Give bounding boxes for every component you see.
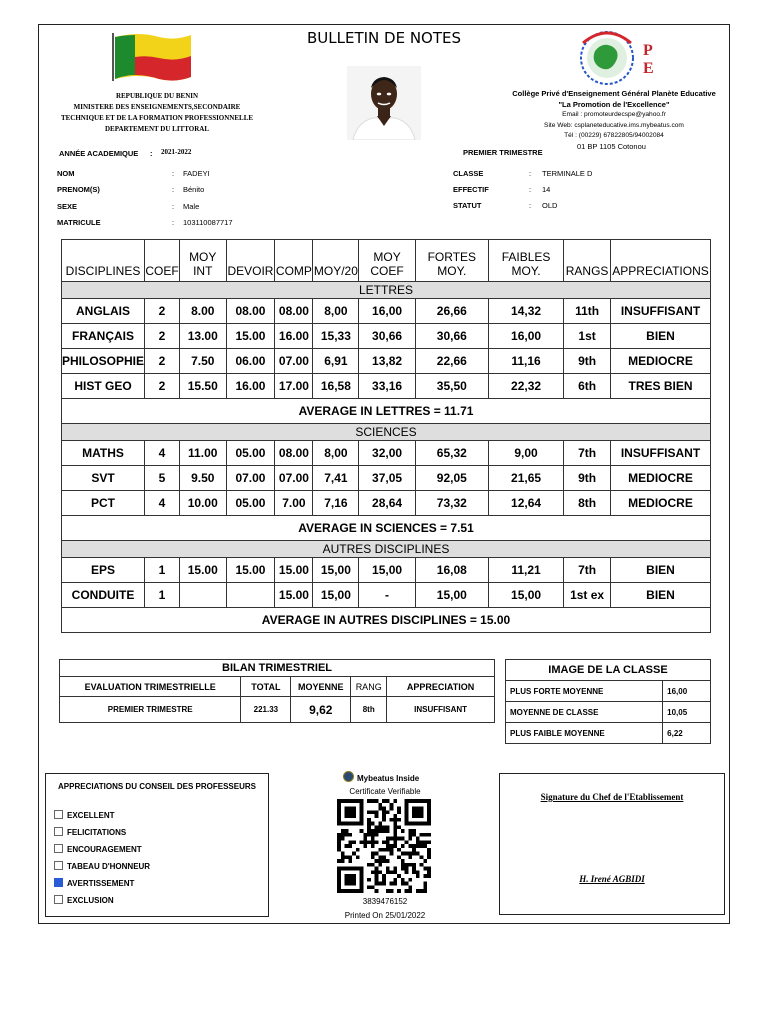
council-option[interactable]	[54, 827, 126, 837]
subject-name: EPS	[62, 558, 145, 583]
grade-cell: 73,32	[415, 491, 488, 516]
table-row	[62, 491, 711, 516]
table-row	[62, 583, 711, 608]
grades-header-cell: FORTES MOY.	[415, 240, 488, 282]
department-line: DEPARTEMENT DU LITTORAL	[105, 125, 209, 133]
classe-value: TERMINALE D	[542, 169, 593, 178]
grade-cell	[226, 583, 275, 608]
prenom-label: PRENOM(S)	[57, 185, 100, 194]
average-row	[62, 608, 711, 633]
classe-colon: :	[529, 169, 532, 178]
council-title: APPRECIATIONS DU CONSEIL DES PROFESSEURS	[58, 782, 256, 791]
grade-cell: 37,05	[359, 466, 415, 491]
grades-table	[61, 239, 711, 633]
grade-cell: 06.00	[226, 349, 275, 374]
school-motto: "La Promotion de l'Excellence"	[558, 99, 670, 109]
section-row	[62, 424, 711, 441]
stat-value-max: 16,00	[663, 681, 711, 702]
prenom-colon: :	[172, 185, 175, 194]
grades-header-cell: DISCIPLINES	[62, 240, 145, 282]
certificate-code: 3839476152	[362, 897, 408, 906]
grade-cell: 16,08	[415, 558, 488, 583]
grade-cell: 92,05	[415, 466, 488, 491]
table-row	[62, 466, 711, 491]
grade-cell: 1	[145, 583, 180, 608]
grades-header-cell: MOY/20	[313, 240, 359, 282]
council-option-label: AVERTISSEMENT	[67, 879, 135, 888]
subject-name: PCT	[62, 491, 145, 516]
grade-cell: 16.00	[275, 324, 313, 349]
table-row	[62, 299, 711, 324]
grade-cell: 14,32	[488, 299, 563, 324]
grade-cell: 15,00	[415, 583, 488, 608]
grade-cell: 15,33	[313, 324, 359, 349]
bilan-total: 221.33	[241, 697, 291, 723]
grade-cell: 26,66	[415, 299, 488, 324]
bilan-rang: 8th	[351, 697, 387, 723]
grade-cell: 08.00	[275, 441, 313, 466]
sexe-label: SEXE	[57, 202, 78, 211]
section-row	[62, 282, 711, 299]
statut-label: STATUT	[453, 201, 482, 210]
grade-cell: 6,91	[313, 349, 359, 374]
nom-label: NOM	[57, 169, 75, 178]
grade-cell: 1	[145, 558, 180, 583]
qr-code[interactable]	[337, 799, 431, 893]
council-option-label: FELICITATIONS	[67, 828, 127, 837]
grade-cell: 7,41	[313, 466, 359, 491]
grade-cell: 21,65	[488, 466, 563, 491]
section-title: LETTRES	[62, 282, 711, 299]
bilan-header-total: TOTAL	[241, 677, 291, 697]
grade-cell: 5	[145, 466, 180, 491]
benin-flag	[109, 31, 193, 83]
subject-name: ANGLAIS	[62, 299, 145, 324]
grades-header-cell: RANGS	[564, 240, 611, 282]
grades-header-cell: MOY INT	[179, 240, 226, 282]
mybeatus-icon	[343, 771, 354, 782]
bilan-header-rang: RANG	[351, 677, 387, 697]
stat-value-min: 6,22	[663, 723, 711, 744]
stat-value-avg: 10,05	[663, 702, 711, 723]
grade-cell: 28,64	[359, 491, 415, 516]
council-option[interactable]	[54, 861, 150, 871]
grade-cell: 17.00	[275, 374, 313, 399]
grade-cell: 07.00	[275, 349, 313, 374]
effectif-colon: :	[529, 185, 532, 194]
grades-header-cell: DEVOIR	[226, 240, 275, 282]
grade-cell: 35,50	[415, 374, 488, 399]
grade-cell: 16,58	[313, 374, 359, 399]
grade-cell: 1st	[564, 324, 611, 349]
student-photo	[347, 66, 421, 140]
grade-cell: 12,64	[488, 491, 563, 516]
subject-name: SVT	[62, 466, 145, 491]
grade-cell: 11.00	[179, 441, 226, 466]
certificate-brand	[343, 771, 419, 783]
grade-cell: 16,00	[488, 324, 563, 349]
effectif-value: 14	[542, 185, 551, 194]
grade-cell: 15,00	[313, 583, 359, 608]
council-option[interactable]	[54, 844, 142, 854]
grade-cell: 05.00	[226, 441, 275, 466]
grade-cell: 6th	[564, 374, 611, 399]
republic-header	[51, 91, 263, 135]
school-header	[499, 89, 729, 142]
school-logo	[569, 29, 665, 87]
section-average: AVERAGE IN LETTRES = 11.71	[62, 399, 711, 424]
subject-name: HIST GEO	[62, 374, 145, 399]
checkbox-icon[interactable]	[54, 827, 63, 836]
signature-box	[499, 773, 725, 915]
grade-cell: 16,00	[359, 299, 415, 324]
grade-cell: 13,82	[359, 349, 415, 374]
grade-cell: 22,66	[415, 349, 488, 374]
grade-cell: 05.00	[226, 491, 275, 516]
grade-cell: 15,00	[313, 558, 359, 583]
grade-cell: 9,00	[488, 441, 563, 466]
logo-letters-top: P	[643, 42, 653, 59]
grade-cell: 15,00	[359, 558, 415, 583]
average-row	[62, 399, 711, 424]
grades-header-cell: COEF	[145, 240, 180, 282]
grades-header-cell: COMP	[275, 240, 313, 282]
signature-title: Signature du Chef de l'Etablissement	[540, 792, 684, 802]
class-stats-title: IMAGE DE LA CLASSE	[506, 660, 711, 681]
term-label: PREMIER TRIMESTRE	[463, 148, 543, 157]
bilan-table	[59, 676, 495, 723]
school-website: Site Web: csplaneteducative.ims.mybeatus.com	[544, 121, 684, 129]
school-address: 01 BP 1105 Cotonou	[577, 142, 646, 151]
page-title: BULLETIN DE NOTES	[306, 29, 462, 47]
grade-cell	[179, 583, 226, 608]
grade-cell: 8,00	[313, 299, 359, 324]
matricule-value: 103110087717	[183, 218, 233, 227]
grade-cell: 8,00	[313, 441, 359, 466]
grade-cell: 16.00	[226, 374, 275, 399]
statut-colon: :	[529, 201, 532, 210]
bilan-appreciation: INSUFFISANT	[387, 697, 495, 723]
nom-value: FADEYI	[183, 169, 210, 178]
grades-header-cell: FAIBLES MOY.	[488, 240, 563, 282]
council-option-label: ENCOURAGEMENT	[67, 845, 142, 854]
sexe-value: Male	[183, 202, 200, 211]
checkbox-checked-icon[interactable]	[54, 878, 63, 887]
subject-name: PHILOSOPHIE	[62, 349, 145, 374]
printed-date: Printed On 25/01/2022	[344, 911, 426, 920]
council-option[interactable]	[54, 810, 115, 820]
ministry-line-2: TECHNIQUE ET DE LA FORMATION PROFESSIONNELLE	[60, 114, 254, 122]
class-stats-table	[505, 659, 711, 744]
matricule-label: MATRICULE	[57, 218, 101, 227]
grade-cell: 15.50	[179, 374, 226, 399]
grade-cell: 15.00	[179, 558, 226, 583]
matricule-colon: :	[172, 218, 175, 227]
table-row	[62, 441, 711, 466]
grade-cell: 2	[145, 299, 180, 324]
grade-cell: INSUFFISANT	[611, 299, 711, 324]
year-value: 2021-2022	[161, 148, 192, 156]
bilan-header-moyenne: MOYENNE	[291, 677, 351, 697]
subject-name: FRANÇAIS	[62, 324, 145, 349]
school-email: Email : promoteurdecspe@yahoo.fr	[562, 111, 666, 118]
subject-name: CONDUITE	[62, 583, 145, 608]
grade-cell: BIEN	[611, 558, 711, 583]
grade-cell: 7.50	[179, 349, 226, 374]
section-title: SCIENCES	[62, 424, 711, 441]
grade-cell: 07.00	[275, 466, 313, 491]
grade-cell: -	[359, 583, 415, 608]
bilan-evaluation: PREMIER TRIMESTRE	[60, 697, 241, 723]
grade-cell: 08.00	[275, 299, 313, 324]
report-card	[38, 24, 730, 924]
stat-label-avg: MOYENNE DE CLASSE	[506, 702, 663, 723]
grade-cell: 8.00	[179, 299, 226, 324]
school-name: Collège Privé d'Enseignement Général Planète Educative	[512, 89, 716, 98]
grade-cell: 4	[145, 441, 180, 466]
grade-cell: 9th	[564, 349, 611, 374]
year-colon: :	[150, 149, 153, 158]
section-row	[62, 541, 711, 558]
grade-cell: 2	[145, 374, 180, 399]
signature-name: H. Irené AGBIDI	[579, 874, 645, 884]
grade-cell: 7th	[564, 558, 611, 583]
grade-cell: 22,32	[488, 374, 563, 399]
checkbox-icon[interactable]	[54, 861, 63, 870]
grade-cell: MEDIOCRE	[611, 349, 711, 374]
grade-cell: 33,16	[359, 374, 415, 399]
grade-cell: 15.00	[275, 583, 313, 608]
certificate-brand-text: Mybeatus Inside	[357, 774, 420, 783]
sexe-colon: :	[172, 202, 175, 211]
school-phone: Tél : (00229) 67822805/94002084	[564, 132, 664, 139]
council-option-label: EXCELLENT	[67, 811, 115, 820]
grade-cell: 30,66	[415, 324, 488, 349]
prenom-value: Bénito	[183, 185, 205, 194]
section-average: AVERAGE IN SCIENCES = 7.51	[62, 516, 711, 541]
grade-cell: BIEN	[611, 583, 711, 608]
bilan-header-appreciation: APPRECIATION	[387, 677, 495, 697]
grade-cell: BIEN	[611, 324, 711, 349]
grade-cell: 9.50	[179, 466, 226, 491]
grade-cell: 8th	[564, 491, 611, 516]
classe-label: CLASSE	[453, 169, 484, 178]
grade-cell: 1st ex	[564, 583, 611, 608]
checkbox-icon[interactable]	[54, 810, 63, 819]
average-row	[62, 516, 711, 541]
subject-name: MATHS	[62, 441, 145, 466]
grades-header-row	[62, 240, 711, 282]
grade-cell: 13.00	[179, 324, 226, 349]
bilan-moyenne: 9,62	[291, 697, 351, 723]
logo-letters-bottom: E	[643, 60, 654, 77]
grade-cell: 15.00	[226, 324, 275, 349]
table-row	[62, 558, 711, 583]
section-average: AVERAGE IN AUTRES DISCIPLINES = 15.00	[62, 608, 711, 633]
grade-cell: 15.00	[226, 558, 275, 583]
section-title: AUTRES DISCIPLINES	[62, 541, 711, 558]
grade-cell: 7,16	[313, 491, 359, 516]
grade-cell: INSUFFISANT	[611, 441, 711, 466]
grade-cell: 9th	[564, 466, 611, 491]
grades-header-cell: MOY COEF	[359, 240, 415, 282]
grade-cell: MEDIOCRE	[611, 466, 711, 491]
grade-cell: MEDIOCRE	[611, 491, 711, 516]
grade-cell: 11,21	[488, 558, 563, 583]
stat-label-max: PLUS FORTE MOYENNE	[506, 681, 663, 702]
council-option-label: EXCLUSION	[67, 896, 114, 905]
grades-header-cell: APPRECIATIONS	[611, 240, 711, 282]
grade-cell: 11th	[564, 299, 611, 324]
nom-colon: :	[172, 169, 175, 178]
grade-cell: 15,00	[488, 583, 563, 608]
bilan-header-evaluation: EVALUATION TRIMESTRIELLE	[60, 677, 241, 697]
table-row	[62, 349, 711, 374]
grade-cell: 2	[145, 349, 180, 374]
table-row	[62, 374, 711, 399]
grade-cell: 08.00	[226, 299, 275, 324]
republic-line: REPUBLIQUE DU BENIN	[115, 92, 199, 100]
grade-cell: 10.00	[179, 491, 226, 516]
effectif-label: EFFECTIF	[453, 185, 489, 194]
grade-cell: 15.00	[275, 558, 313, 583]
grade-cell: 11,16	[488, 349, 563, 374]
year-label: ANNÉE ACADEMIQUE	[59, 149, 139, 158]
table-row	[62, 324, 711, 349]
statut-value: OLD	[542, 201, 558, 210]
grade-cell: 07.00	[226, 466, 275, 491]
grade-cell: 7th	[564, 441, 611, 466]
stat-label-min: PLUS FAIBLE MOYENNE	[506, 723, 663, 744]
grade-cell: 2	[145, 324, 180, 349]
grade-cell: 4	[145, 491, 180, 516]
grade-cell: 7.00	[275, 491, 313, 516]
council-option-label: TABEAU D'HONNEUR	[67, 862, 151, 871]
checkbox-icon[interactable]	[54, 844, 63, 853]
certificate-subtitle: Certificate Verifiable	[349, 787, 421, 796]
council-option[interactable]	[54, 878, 134, 888]
grade-cell: TRES BIEN	[611, 374, 711, 399]
grade-cell: 30,66	[359, 324, 415, 349]
bilan-title: BILAN TRIMESTRIEL	[59, 659, 495, 677]
grade-cell: 65,32	[415, 441, 488, 466]
ministry-line: MINISTERE DES ENSEIGNEMENTS,SECONDAIRE	[73, 103, 241, 111]
grade-cell: 32,00	[359, 441, 415, 466]
